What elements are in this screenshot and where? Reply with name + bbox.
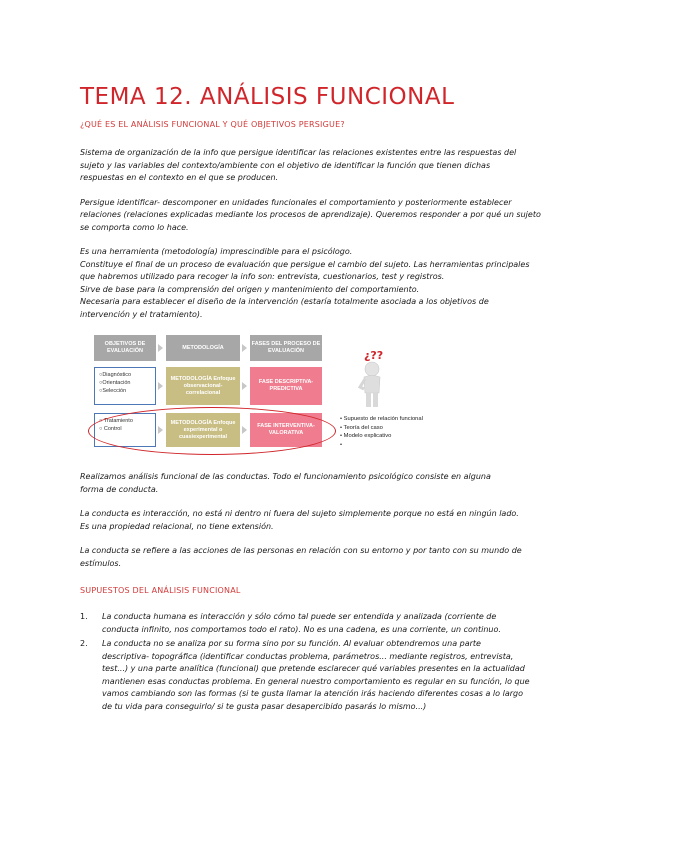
text-line: conducta infinito, nos comportamos todo el rato). No es una cadena, es una corriente, un continuo.	[102, 624, 501, 634]
text-line: Sirve de base para la comprensión del origen y mantenimiento del comportamiento.	[80, 284, 420, 294]
metodologia-box-1: METODOLOGÍA Enfoque observacional-correlacional	[166, 367, 240, 405]
header-metodologia: METODOLOGÍA	[166, 335, 240, 361]
paragraph-definition	[80, 147, 600, 185]
header-objetivos: OBJETIVOS DE EVALUACIÓN	[94, 335, 156, 361]
paragraph-goal	[80, 197, 600, 235]
item-number: 1.	[80, 612, 88, 621]
text-line: La conducta no se analiza por su forma sino por su función. Al evaluar obtendremos una parte	[102, 639, 481, 648]
text-line: Sistema de organización de la info que persigue identificar las relaciones existentes entre las respuestas del	[80, 148, 517, 157]
text-line: La conducta es interacción, no está ni dentro ni fuera del sujeto simplemente porque no está en ningún lado.	[80, 509, 519, 518]
text-line: de tu vida para conseguirlo/ si te gusta pasar desapercibido pasarás lo mismo...)	[102, 701, 427, 711]
text-line: La conducta humana es interacción y sólo cómo tal puede ser entendida y analizada (corriente de	[102, 612, 497, 621]
text-line: se comporta como lo hace.	[80, 222, 189, 232]
evaluation-diagram	[80, 333, 600, 465]
highlight-ellipse	[88, 407, 336, 455]
text-line: que habremos utilizado para recoger la info son: entrevista, cuestionarios, test y registros.	[80, 272, 445, 281]
thinking-person-icon	[352, 349, 392, 411]
item-number: 2.	[80, 639, 88, 648]
text-line: relaciones (relaciones explicadas mediante los procesos de aprendizaje). Queremos responder a por qué un sujeto	[80, 210, 541, 219]
paragraph-interaccion	[80, 508, 600, 533]
text-line: Necesaria para establecer el diseño de la intervención (estaría totalmente asociada a los objetivos de	[80, 297, 489, 306]
text-line: Es una propiedad relacional, no tiene extensión.	[80, 521, 274, 531]
text-line: sujeto y las variables del contexto/ambiente con el objetivo de identificar la función que tienen dichas	[80, 160, 491, 170]
text-line: La conducta se refiere a las acciones de las personas en relación con su entorno y por tanto con su mundo de	[80, 546, 522, 555]
text-line: intervención y el tratamiento).	[80, 309, 203, 319]
arrow-icon	[158, 382, 163, 390]
bullet-item: • Supuesto de relación funcional	[340, 415, 423, 424]
fase-box-2: FASE INTERVENTIVA-VALORATIVA	[250, 413, 322, 447]
list-item	[80, 611, 600, 636]
bullet-item: • Modelo explicativo	[340, 432, 423, 441]
arrow-icon	[158, 344, 163, 352]
question-marks: ¿??	[364, 349, 384, 362]
numbered-list	[80, 611, 600, 713]
arrow-icon	[242, 382, 247, 390]
bullet-item	[340, 441, 423, 450]
metodologia-box-2: METODOLOGÍA Enfoque experimental o cuasiexperimental	[166, 413, 240, 447]
page-title: TEMA 12. ANÁLISIS FUNCIONAL	[80, 84, 455, 110]
bullet-item: • Teoría del caso	[340, 424, 423, 433]
text-line: Es una herramienta (metodología) imprescindible para el psicólogo.	[80, 247, 353, 256]
text-line: Constituye el final de un proceso de evaluación que persigue el cambio del sujeto. Las herramientas principales	[80, 259, 530, 269]
text-line: Realizamos análisis funcional de las conductas. Todo el funcionamiento psicológico consiste en alguna	[80, 472, 491, 481]
fase-box-1: FASE DESCRIPTIVA-PREDICTIVA	[250, 367, 322, 405]
list-item	[80, 638, 600, 713]
bullet-list	[340, 415, 423, 449]
text-line: forma de conducta.	[80, 484, 159, 494]
list-item: ○ Tratamiento	[99, 418, 133, 424]
section-heading-supuestos: SUPUESTOS DEL ANÁLISIS FUNCIONAL	[80, 586, 241, 595]
text-line: Persigue identificar- descomponer en unidades funcionales el comportamiento y posteriormente establecer	[80, 197, 512, 207]
list-item: ○Selección	[99, 388, 127, 394]
objectives-list-1	[94, 367, 156, 405]
list-item: ○ Control	[99, 426, 122, 432]
text-line: respuestas en el contexto en el que se producen.	[80, 173, 279, 182]
text-line: vamos cambiando son las formas (si te gusta llamar la atención irás haciendo diferentes cosas a lo largo	[102, 689, 523, 698]
paragraph-tool	[80, 246, 600, 321]
section-heading-objectives: ¿QUÉ ES EL ANÁLISIS FUNCIONAL Y QUÉ OBJETIVOS PERSIGUE?	[80, 120, 345, 129]
header-fases: FASES DEL PROCESO DE EVALUACIÓN	[250, 335, 322, 361]
list-item: ○Diagnóstico	[99, 372, 132, 378]
paragraph-acciones	[80, 545, 600, 570]
text-line: descriptiva- topográfica (identificar conductas problema, parámetros... mediante registros, entrevista,	[102, 651, 514, 661]
arrow-icon	[242, 344, 247, 352]
text-line: estímulos.	[80, 558, 122, 568]
paragraph-conductas	[80, 471, 600, 496]
text-line: mantienen esas conductas problema. En general nuestro comportamiento es regular en su función, lo que	[102, 676, 530, 686]
text-line: test...) y una parte analítica (funcional) que pretende esclarecer qué variables presentes en la actualidad	[102, 664, 525, 673]
list-item: ○Orientación	[99, 380, 131, 386]
document-page	[80, 84, 600, 715]
